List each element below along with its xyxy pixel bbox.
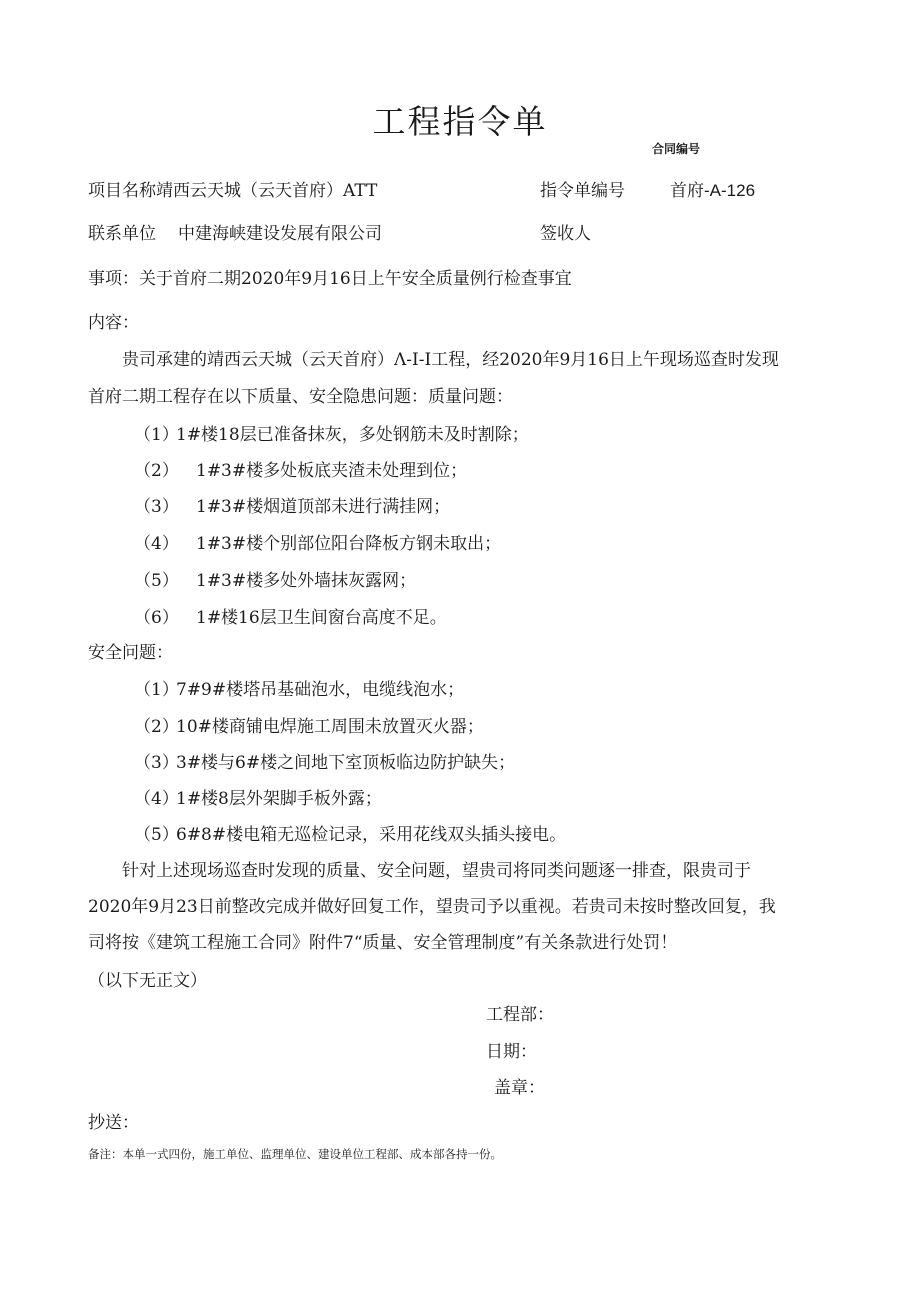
quality-issue-number: （6）: [134, 608, 179, 628]
quality-issue-text: 1#3#楼多处板底夹渣未处理到位；: [196, 461, 468, 481]
safety-issue-number: （2）: [134, 717, 179, 737]
conclusion-line-3: 司将按《建筑工程施工合同》附件7“质量、安全管理制度”有关条款进行处罚！: [88, 933, 678, 953]
project-name: 项目名称靖西云天城（云天首府）ATT: [88, 181, 378, 201]
contract-number-label: 合同编号: [652, 142, 701, 156]
quality-issue-number: （2）: [134, 461, 179, 481]
quality-issue-number: （1）: [134, 425, 179, 445]
intro-line-1: 贵司承建的靖西云天城（云天首府）Λ-I-I工程，经2020年9月16日上午现场巡查时发现: [122, 350, 779, 370]
order-number-value: 首府-A-126: [670, 181, 756, 200]
signature-seal: 盖章：: [494, 1078, 545, 1098]
order-number-label: 指令单编号: [540, 181, 625, 201]
cc-label: 抄送：: [88, 1113, 139, 1133]
safety-issue-number: （3）: [134, 753, 179, 773]
quality-issue-text: 1#3#楼多处外墙抹灰露网；: [196, 571, 417, 591]
safety-issue-number: （4）: [134, 789, 179, 809]
contact-unit-value: 中建海峡建设发展有限公司: [178, 224, 382, 244]
quality-issue-text: 1#楼16层卫生间窗台高度不足。: [196, 608, 447, 628]
signee-label: 签收人: [540, 224, 591, 244]
conclusion-line-2: 2020年9月23日前整改完成并做好回复工作，望贵司予以重视。若贵司未按时整改回复，我: [88, 897, 776, 917]
no-more-text: （以下无正文）: [88, 971, 207, 991]
safety-issue-text: 1#楼8层外架脚手板外露；: [176, 789, 382, 809]
safety-issues-label: 安全问题：: [88, 643, 173, 663]
quality-issue-text: 1#楼18层已准备抹灰，多处钢筋未及时割除；: [176, 425, 529, 445]
quality-issue-number: （5）: [134, 571, 179, 591]
safety-issue-number: （5）: [134, 825, 179, 845]
subject-line: 事项：关于首府二期2020年9月16日上午安全质量例行检查事宜: [88, 269, 572, 289]
safety-issue-text: 7#9#楼塔吊基础泡水，电缆线泡水；: [176, 680, 465, 700]
contact-unit-label: 联系单位: [88, 224, 156, 244]
safety-issue-number: （1）: [134, 680, 179, 700]
quality-issue-text: 1#3#楼烟道顶部未进行满挂网；: [196, 497, 451, 517]
page-title: 工程指令单: [372, 102, 548, 141]
signature-dept: 工程部：: [486, 1005, 554, 1025]
intro-line-2: 首府二期工程存在以下质量、安全隐患问题：质量问题：: [88, 387, 513, 407]
signature-date: 日期：: [486, 1042, 537, 1062]
safety-issue-text: 10#楼商铺电焊施工周围未放置灭火器；: [176, 717, 484, 737]
quality-issue-number: （4）: [134, 534, 179, 554]
safety-issue-text: 3#楼与6#楼之间地下室顶板临边防护缺失；: [176, 753, 516, 773]
content-label: 内容：: [88, 313, 139, 333]
safety-issue-text: 6#8#楼电箱无巡检记录，采用花线双头插头接电。: [176, 825, 567, 845]
quality-issue-text: 1#3#楼个别部位阳台降板方钢未取出；: [196, 534, 502, 554]
remark-note: 备注：本单一式四份，施工单位、监理单位、建设单位工程部、成本部各持一份。: [88, 1147, 502, 1161]
conclusion-line-1: 针对上述现场巡查时发现的质量、安全问题，望贵司将同类问题逐一排查，限贵司于: [122, 861, 751, 881]
quality-issue-number: （3）: [134, 497, 179, 517]
